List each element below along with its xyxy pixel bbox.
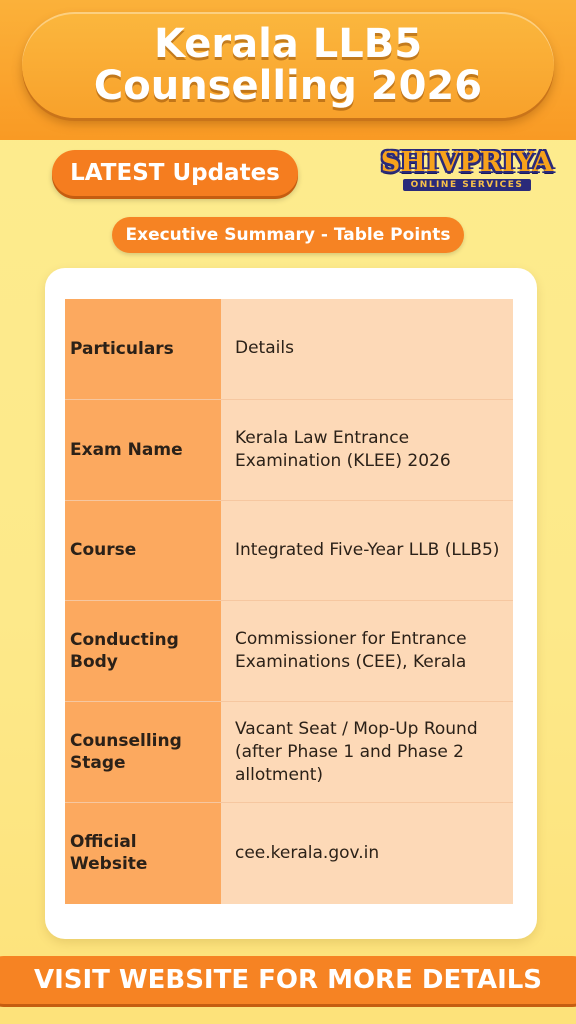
row-label: Counselling Stage [65,702,221,802]
title-line-1: Kerala LLB5 [153,21,423,67]
brand-logo [382,148,552,196]
row-value: Vacant Seat / Mop-Up Round (after Phase 1 and Phase 2 allotment) [221,702,513,802]
row-label: Course [65,501,221,601]
logo-tagline: ONLINE SERVICES [403,179,532,191]
logo-wordmark: SHIVPRIYA [380,147,554,178]
table-row [65,400,513,501]
executive-summary-badge [112,217,464,253]
table-row [65,501,513,602]
row-value: cee.kerala.gov.in [221,803,513,904]
row-label: Conducting Body [65,601,221,701]
row-label: Particulars [65,299,221,399]
row-value: Integrated Five-Year LLB (LLB5) [221,501,513,601]
table-row [65,702,513,803]
table-row [65,601,513,702]
table-row [65,299,513,400]
executive-summary-label: Executive Summary - Table Points [125,225,451,245]
page-title [22,12,554,118]
row-value: Commissioner for Entrance Examinations (CEE), Kerala [221,601,513,701]
row-label: Exam Name [65,400,221,500]
table-row [65,803,513,904]
summary-table [65,299,513,904]
visit-website-label: VISIT WEBSITE FOR MORE DETAILS [33,965,543,995]
row-value: Details [221,299,513,399]
latest-updates-badge [52,150,298,196]
row-value: Kerala Law Entrance Examination (KLEE) 2026 [221,400,513,500]
row-label: Official Website [65,803,221,904]
latest-updates-label: LATEST Updates [70,160,280,186]
visit-website-button[interactable] [0,956,576,1004]
title-line-2: Counselling 2026 [93,63,483,109]
